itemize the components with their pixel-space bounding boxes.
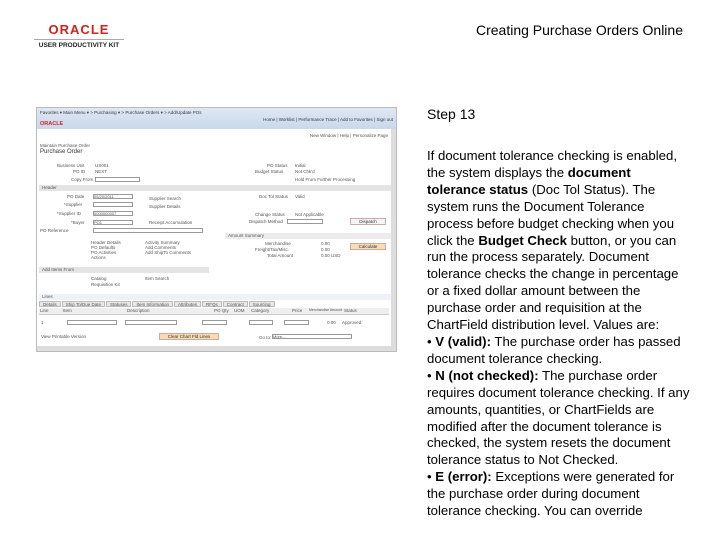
requisition-kit-link[interactable]: Requisition Kit <box>91 282 120 287</box>
col-po-qty: PO Qty <box>214 308 229 313</box>
clear-chartfield-button[interactable]: Clear Chart Fld Lines <box>159 333 219 340</box>
page-title: Purchase Order <box>40 149 83 155</box>
catalog-link[interactable]: Catalog <box>91 276 107 281</box>
add-shipto-comments-link[interactable]: Add ShipTo Comments <box>145 250 192 255</box>
po-date-input[interactable]: 05/20/2011 <box>93 194 133 199</box>
col-line: Line <box>40 308 49 313</box>
activity-summary-link[interactable]: Activity Summary <box>145 240 180 245</box>
business-unit-label: Business Unit <box>57 163 85 168</box>
view-printable-link[interactable]: View Printable Version <box>41 334 86 339</box>
lines-section[interactable]: Lines <box>39 294 391 300</box>
amount-summary-section[interactable]: Amount Summary <box>225 233 391 239</box>
page-links[interactable]: New Window | Help | Personalize Page <box>309 133 388 138</box>
tab-rfqs[interactable]: RFQs <box>202 301 222 307</box>
vertical-scrollbar[interactable] <box>391 129 396 352</box>
po-status-label: PO Status <box>267 163 288 168</box>
row-status: Approved <box>342 320 362 325</box>
change-status-value: Not Applicable <box>295 212 324 217</box>
text: Exceptions were generated for the purchase order during document tolerance checking. You can override <box>427 469 675 519</box>
supplier-id-label: *Supplier ID <box>57 211 82 216</box>
qty-input[interactable] <box>202 320 227 325</box>
doc-tol-status-value: Valid <box>295 194 305 199</box>
add-items-section[interactable]: Add Items From <box>39 267 209 273</box>
lines-grid-header <box>39 308 389 315</box>
po-id-value: NEXT <box>95 169 108 174</box>
menu-breadcrumbs[interactable]: Favorites ▾ Main Menu ▾ > Purchasing ▾ > Purchase Orders ▾ > Add/Update POs <box>40 110 202 115</box>
step-label: Step 13 <box>427 106 476 122</box>
product-name: USER PRODUCTIVITY KIT <box>38 42 120 49</box>
supplier-search-link[interactable]: Supplier Search <box>149 196 182 201</box>
calculate-button[interactable]: Calculate <box>350 243 386 250</box>
po-status-value: Initial <box>295 163 306 168</box>
header-section[interactable]: Header <box>39 185 391 191</box>
goto-select[interactable]: More... <box>272 334 352 339</box>
merchandise-label: Merchandise <box>265 241 291 246</box>
po-defaults-link[interactable]: PO Defaults <box>91 245 116 250</box>
text: (Doc Tol Status). The system runs the Document Tolerance process before budget checking when you click the <box>427 181 675 248</box>
supplier-id-input[interactable]: 0000000007 <box>93 211 133 216</box>
header-details-link[interactable]: Header Details <box>91 240 121 245</box>
logo-divider <box>34 39 124 40</box>
copy-from-select[interactable] <box>95 177 140 182</box>
add-comments-link[interactable]: Add Comments <box>145 245 177 250</box>
tab-details[interactable]: Details <box>39 301 61 307</box>
row-amount: 0.00 <box>327 320 336 325</box>
text: If document tolerance checking is enabled, the system displays the <box>427 148 677 180</box>
merchandise-value: 0.00 <box>321 241 330 246</box>
oracle-logo-text: ORACLE <box>48 22 110 37</box>
step-instructions: If document tolerance checking is enabled, the system displays the document tolerance status (Doc Tol Status). The system runs the Document Tolerance process before budget checking when you click the Budget Check button, or you can run the process separately. Document tolerance checks the change in percentage or a fixed dollar amount between the purchase order and requisition at the ChartField distribution level. Values are: • V (valid): The purchase order has passed document tolerance checking. • N (not checked): The purchase order requires document tolerance checking. If any amounts, quantities, or ChartFields are modified after the document tolerance is checked, the system resets the document tolerance status to Not Checked. • E (error): Exceptions were generated for the purchase order during document tolerance checking. You can override <box>427 148 690 519</box>
total-label: Total Amount <box>267 253 294 258</box>
budget-status-value: Not Chk'd <box>295 169 315 174</box>
total-value: 0.00 USD <box>321 253 341 258</box>
tab-attributes[interactable]: Attributes <box>174 301 201 307</box>
po-reference-input[interactable] <box>93 228 203 233</box>
category-input[interactable] <box>249 320 273 325</box>
dispatch-button[interactable]: Dispatch <box>350 218 386 225</box>
doc-tol-status-label: Doc Tol Status <box>259 194 288 199</box>
supplier-label: *Supplier <box>64 202 83 207</box>
price-input[interactable] <box>284 320 309 325</box>
freight-label: Freight/Tax/Misc. <box>255 247 290 252</box>
horizontal-scrollbar[interactable] <box>37 346 393 351</box>
row-line: 1 <box>41 320 44 325</box>
supplier-details-link[interactable]: Supplier Details <box>149 204 181 209</box>
po-activities-link[interactable]: PO Activities <box>91 250 117 255</box>
budget-status-label: Budget Status <box>255 169 284 174</box>
col-amount: Merchandise Amount <box>309 308 342 312</box>
text: The purchase order has passed document tolerance checking. <box>427 333 681 366</box>
header-links-2 <box>145 240 191 255</box>
change-status-label: Change Status <box>255 212 285 217</box>
dispatch-method-select[interactable] <box>287 219 323 224</box>
col-status: Status <box>344 308 357 313</box>
tab-ship-to[interactable]: Ship To/Due Date <box>62 301 105 307</box>
col-item: Item <box>63 308 72 313</box>
business-unit-value: US001 <box>95 163 109 168</box>
actions-link[interactable]: Actions <box>91 255 106 260</box>
col-description: Description <box>127 308 150 313</box>
oracle-brand: ORACLE <box>40 121 64 127</box>
col-uom: UOM <box>234 308 245 313</box>
col-price: Price <box>292 308 303 313</box>
bold-term: Budget Check <box>478 232 567 248</box>
supplier-input[interactable] <box>93 202 133 207</box>
top-bar <box>37 108 396 129</box>
copy-from-label: Copy From <box>71 177 94 182</box>
tab-statuses[interactable]: Statuses <box>106 301 132 307</box>
bold-term: N (not checked): <box>435 367 539 383</box>
tab-contract[interactable]: Contract <box>223 301 248 307</box>
bold-term: document tolerance status <box>427 164 631 197</box>
po-reference-label: PO Reference <box>40 228 69 233</box>
text: The purchase order requires document tolerance checking. If any amounts, quantities, or ChartFields are modified after the document tolerance is checked, the system resets the document tolerance status to Not Checked. <box>427 367 690 468</box>
dispatch-method-label: Dispatch Method <box>249 219 283 224</box>
tab-item-information[interactable]: Item Information <box>132 301 173 307</box>
lines-tabs <box>39 301 275 307</box>
oracle-upk-logo <box>34 22 124 49</box>
po-date-label: PO Date <box>67 194 85 199</box>
col-category: Category <box>251 308 270 313</box>
tab-sourcing[interactable]: Sourcing <box>249 301 275 307</box>
freight-value: 0.00 <box>321 247 330 252</box>
header-links-1 <box>91 240 121 260</box>
goto-label: Go to: <box>259 335 272 340</box>
buyer-label: *Buyer <box>71 220 85 225</box>
item-input[interactable] <box>67 320 117 325</box>
bold-term: E (error): <box>435 469 492 485</box>
description-input[interactable] <box>125 320 177 325</box>
page-breadcrumb: Maintain Purchase Order <box>40 143 91 148</box>
document-title: Creating Purchase Orders Online <box>476 22 683 38</box>
item-search-link[interactable]: Item Search <box>145 276 170 281</box>
bold-term: V (valid): <box>435 333 491 349</box>
po-id-label: PO ID <box>73 169 86 174</box>
hold-checkbox[interactable]: Hold From Further Processing <box>295 177 356 182</box>
app-screenshot <box>36 107 397 352</box>
receipt-accumulation-link[interactable]: Receipt Accumulation <box>149 220 193 225</box>
buyer-input[interactable]: PO1 <box>93 220 133 225</box>
top-links[interactable]: Home | Worklist | Performance Trace | Add to Favorites | Sign out <box>263 117 393 122</box>
text: button, or you can run the process separately. Document tolerance checks the change in percentage or a fixed dollar amount between the purchase order and requisition at the ChartField distribution level. Values are: <box>427 232 679 333</box>
